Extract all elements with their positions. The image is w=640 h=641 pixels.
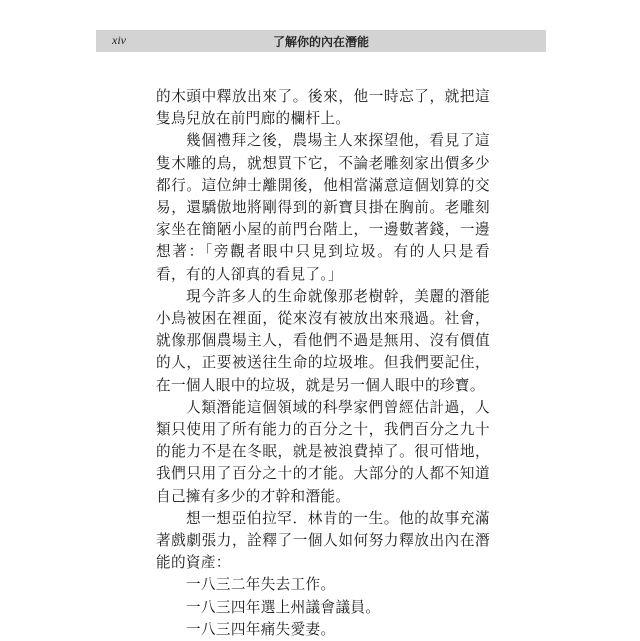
running-title: 了解你的內在潛能 [272, 35, 369, 49]
paragraph-4: 人類潛能這個領域的科學家們曾經估計過，人類只使用了所有能力的百分之十，我們百分之九十的能力不是在冬眠，就是被浪費掉了。很可惜地，我們只用了百分之十的才能。大部分的人都不知道自己擁有多少的才幹和潛能。 [156, 398, 490, 505]
timeline-item: 一八三二年失去工作。 [186, 576, 336, 594]
paragraph-3: 現今許多人的生命就像那老樹幹，美麗的潛能小鳥被困在裡面，從來沒有被放出來飛過。社會，就像那個農場主人，看他們不過是無用、沒有價值的人，正要被送往生命的垃圾堆。但我們要記住，在一個人眼中的垃圾，就是另一個人眼中的珍寶。 [156, 287, 490, 394]
paragraph-5: 想一想亞伯拉罕．林肯的一生。他的故事充滿著戲劇張力，詮釋了一個人如何努力釋放出內在潛能的資產： [156, 509, 490, 572]
timeline-item: 一八三四年選上州議會議員。 [186, 598, 381, 616]
running-header [96, 30, 546, 52]
body-text [156, 86, 490, 641]
paragraph-2: 幾個禮拜之後，農場主人來探望他，看見了這隻木雕的鳥，就想買下它，不論老雕刻家出價多少都行。這位紳士離開後，他相當滿意這個划算的交易，還驕傲地將剛得到的新寶貝掛在胸前。老雕刻家坐在簡陋小屋的前門台階上，一邊數著錢，一邊想著：「旁觀者眼中只見到垃圾。有的人只是看看，有的人卻真的看見了。」 [156, 132, 490, 283]
paragraph-1: 的木頭中釋放出來了。後來，他一時忘了，就把這隻鳥兒放在前門廊的欄杆上。 [156, 88, 490, 128]
page-number: xiv [112, 33, 126, 47]
timeline-item: 一八三四年痛失愛妻。 [186, 620, 336, 638]
